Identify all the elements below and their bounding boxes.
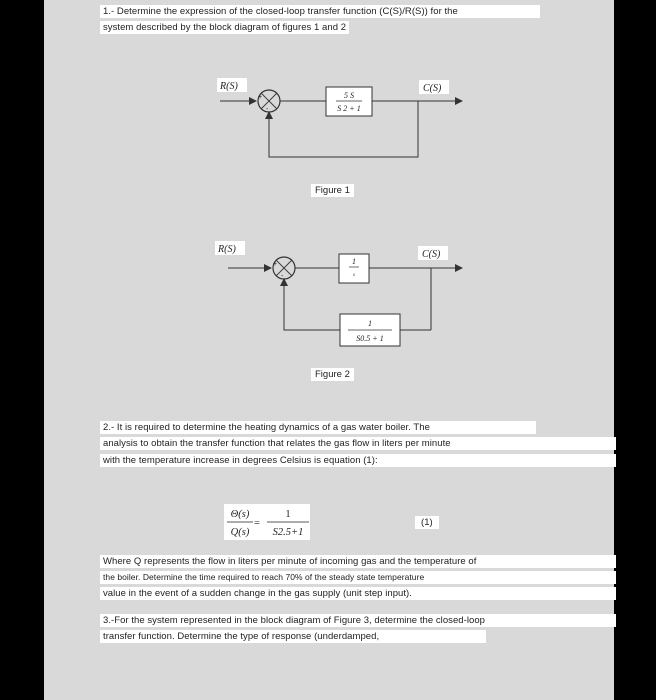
q2-line-1: 2.- It is required to determine the heating dynamics of a gas water boiler. The (100, 421, 536, 434)
q2-line-2: analysis to obtain the transfer function that relates the gas flow in liters per minute (100, 437, 616, 450)
fig2-forward-denominator: s (353, 273, 355, 278)
equation-lhs-denominator: Q(s) (230, 527, 250, 538)
fig1-sum-minus: - (266, 106, 269, 113)
equation-equals: = (254, 518, 260, 529)
fig2-output-label: C(S) (422, 249, 441, 260)
q2-cont-line-3: value in the event of a sudden change in the gas supply (unit step input). (100, 587, 616, 600)
fig2-input-label: R(S) (218, 244, 236, 255)
fig1-sum-plus: + (258, 94, 263, 101)
figure-2-diagram (215, 241, 462, 346)
figure-1-caption: Figure 1 (311, 184, 354, 197)
fig1-output-label: C(S) (423, 83, 442, 94)
fig2-forward-numerator: 1 (352, 257, 356, 266)
q3-line-2: transfer function. Determine the type of response (underdamped, (100, 630, 486, 643)
equation-lhs-numerator: Θ(s) (230, 509, 250, 520)
figure-1-diagram (217, 78, 462, 157)
q1-line-2: system described by the block diagram of figures 1 and 2 (100, 21, 349, 34)
figure-2-caption: Figure 2 (311, 368, 354, 381)
q2-cont-line-1: Where Q represents the flow in liters per minute of incoming gas and the temperature of (100, 555, 616, 568)
fig1-input-label: R(S) (220, 81, 238, 92)
fig1-block-numerator: 5 S (344, 91, 354, 100)
fig2-feedback-denominator: S0.5 + 1 (356, 334, 384, 343)
q2-line-3: with the temperature increase in degrees Celsius is equation (1): (100, 454, 616, 467)
equation-rhs-numerator: 1 (285, 509, 291, 520)
fig2-sum-minus: - (281, 273, 284, 280)
q3-line-1: 3.-For the system represented in the block diagram of Figure 3, determine the closed-loop (100, 614, 616, 627)
equation-1 (224, 504, 310, 540)
q2-cont-line-2: the boiler. Determine the time required to reach 70% of the steady state temperature (100, 571, 616, 584)
q1-line-1: 1.- Determine the expression of the closed-loop transfer function (C(S)/R(S)) for the (100, 5, 540, 18)
fig2-feedback-return (284, 279, 340, 330)
fig2-feedback-numerator: 1 (368, 319, 372, 328)
fig1-block-denominator: S 2 + 1 (337, 104, 361, 113)
equation-number: (1) (415, 516, 439, 529)
equation-rhs-denominator: S2.5+1 (272, 527, 304, 538)
document-page (44, 0, 614, 700)
fig2-sum-plus: + (273, 261, 278, 268)
